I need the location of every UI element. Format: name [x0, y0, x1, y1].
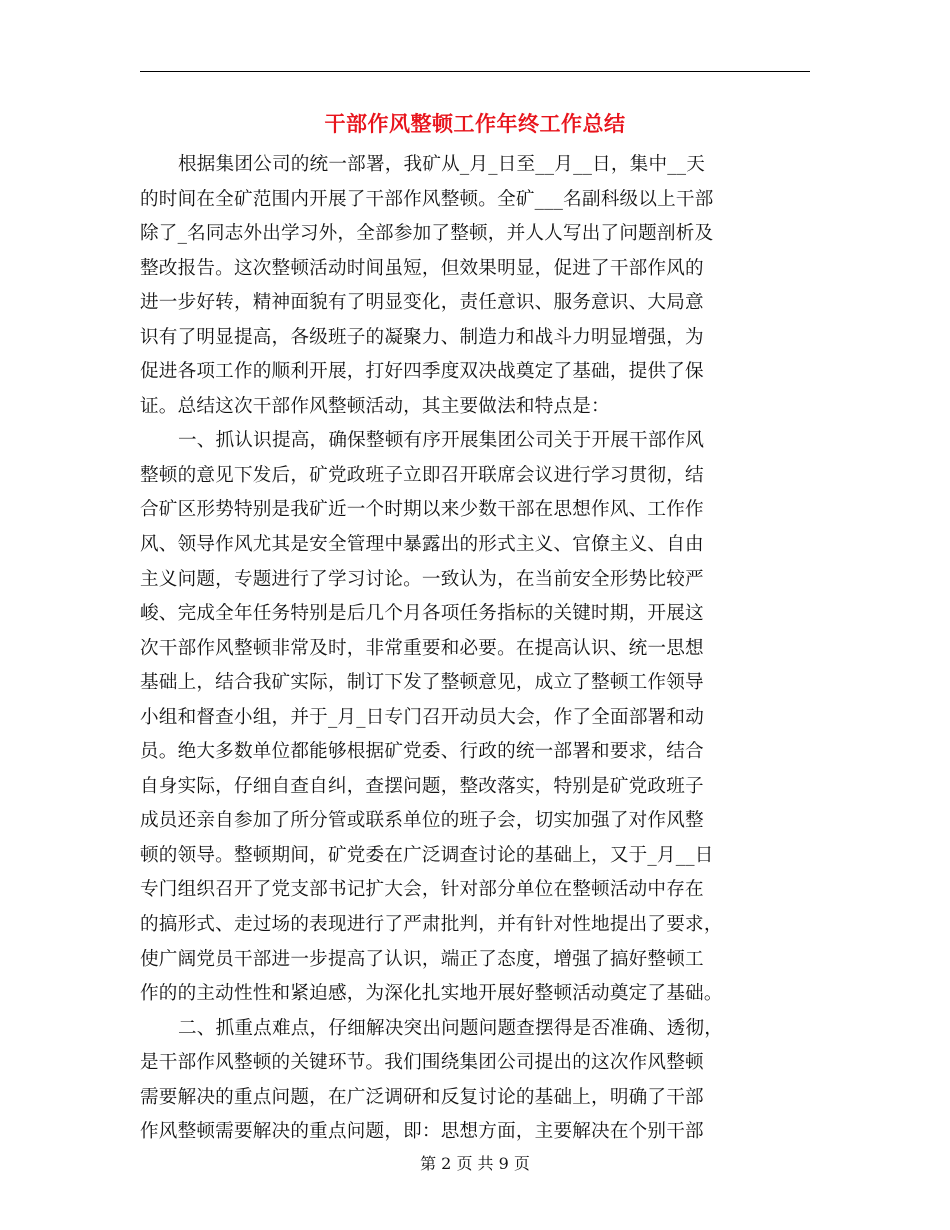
- body-line: 整顿的意见下发后，矿党政班子立即召开联席会议进行学习贯彻，结: [140, 464, 704, 486]
- body-line: 识有了明显提高，各级班子的凝聚力、制造力和战斗力明显增强，为: [140, 326, 704, 348]
- document-title: 干部作风整顿工作年终工作总结: [324, 111, 626, 136]
- header-rule: [140, 71, 810, 72]
- body-line: 员。绝大多数单位都能够根据矿党委、行政的统一部署和要求，结合: [140, 741, 704, 763]
- body-line: 促进各项工作的顺利开展，打好四季度双决战奠定了基础，提供了保: [140, 361, 704, 383]
- body-line: 是干部作风整顿的关键环节。我们围绕集团公司提出的这次作风整顿: [140, 1052, 704, 1074]
- page-number-footer: 第 2 页 共 9 页: [420, 1154, 530, 1173]
- body-line: 证。总结这次干部作风整顿活动，其主要做法和特点是：: [140, 395, 610, 417]
- body-line: 作的的主动性性和紧迫感，为深化扎实地开展好整顿活动奠定了基础。: [140, 983, 723, 1005]
- body-line: 除了_名同志外出学习外，全部参加了整顿，并人人写出了问题剖析及: [140, 223, 714, 245]
- body-line: 基础上，结合我矿实际，制订下发了整顿意见，成立了整顿工作领导: [140, 672, 704, 694]
- body-line: 根据集团公司的统一部署，我矿从_月_日至__月__日，集中__天: [178, 154, 706, 175]
- body-line: 的时间在全矿范围内开展了干部作风整顿。全矿___名副科级以上干部: [140, 188, 714, 210]
- document-body: [140, 148, 810, 1150]
- body-line: 专门组织召开了党支部书记扩大会，针对部分单位在整顿活动中存在: [140, 879, 704, 901]
- body-line: 进一步好转，精神面貌有了明显变化，责任意识、服务意识、大局意: [140, 292, 704, 314]
- body-line: 峻、完成全年任务特别是后几个月各项任务指标的关键时期，开展这: [140, 603, 704, 625]
- body-line: 成员还亲自参加了所分管或联系单位的班子会，切实加强了对作风整: [140, 810, 704, 832]
- body-line: 一、抓认识提高，确保整顿有序开展集团公司关于开展干部作风: [178, 430, 705, 452]
- body-line: 顿的领导。整顿期间，矿党委在广泛调查讨论的基础上，又于_月__日: [140, 844, 714, 866]
- body-line: 主义问题，专题进行了学习讨论。一致认为，在当前安全形势比较严: [140, 568, 704, 590]
- body-line: 需要解决的重点问题，在广泛调研和反复讨论的基础上，明确了干部: [140, 1086, 704, 1108]
- body-line: 作风整顿需要解决的重点问题，即：思想方面，主要解决在个别干部: [140, 1121, 704, 1143]
- body-line: 的搞形式、走过场的表现进行了严肃批判，并有针对性地提出了要求，: [140, 914, 723, 936]
- body-line: 自身实际，仔细自查自纠，查摆问题，整改落实，特别是矿党政班子: [140, 775, 704, 797]
- body-line: 次干部作风整顿非常及时，非常重要和必要。在提高认识、统一思想: [140, 637, 704, 659]
- body-line: 小组和督查小组，并于_月_日专门召开动员大会，作了全面部署和动: [140, 706, 705, 728]
- body-line: 合矿区形势特别是我矿近一个时期以来少数干部在思想作风、工作作: [140, 499, 704, 521]
- body-line: 二、抓重点难点，仔细解决突出问题问题查摆得是否准确、透彻，: [178, 1017, 724, 1039]
- body-line: 整改报告。这次整顿活动时间虽短，但效果明显，促进了干部作风的: [140, 257, 704, 279]
- body-line: 使广阔党员干部进一步提高了认识，端正了态度，增强了搞好整顿工: [140, 948, 704, 970]
- body-line: 风、领导作风尤其是安全管理中暴露出的形式主义、官僚主义、自由: [140, 534, 704, 556]
